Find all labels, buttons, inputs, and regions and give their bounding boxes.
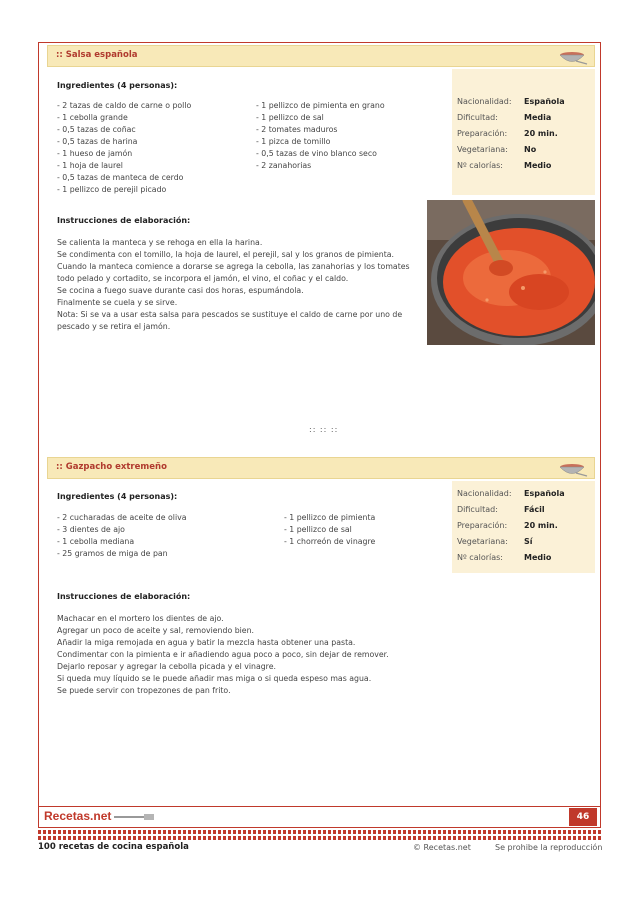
info-label: Dificultad: — [457, 113, 498, 122]
ingredient-item: - 0,5 tazas de vino blanco seco — [256, 149, 377, 158]
info-value: Medio — [524, 161, 552, 170]
instruction-line: Nota: Si se va a usar esta salsa para pescados se sustituye el caldo de carne por uno de — [57, 310, 403, 319]
info-label: Preparación: — [457, 521, 508, 530]
ingredient-item: - 0,5 tazas de manteca de cerdo — [57, 173, 184, 182]
ingredient-item: - 1 hueso de jamón — [57, 149, 133, 158]
instruction-line: pescado y se retira el jamón. — [57, 322, 171, 331]
ingredient-item: - 25 gramos de miga de pan — [57, 549, 168, 558]
fork-knife-icon — [114, 812, 154, 822]
ingredient-item: - 2 zanahorias — [256, 161, 312, 170]
instruction-line: Cuando la manteca comience a dorarse se agrega la cebolla, las zanahorias y los tomates — [57, 262, 410, 271]
footer-copyright: © Recetas.net — [413, 843, 471, 852]
instruction-line: todo pelado y cortadito, se incorpora el jamón, el vino, el coñac y el caldo. — [57, 274, 349, 283]
info-value: No — [524, 145, 537, 154]
recipe-photo-salsa — [427, 200, 595, 345]
instructions-heading: Instrucciones de elaboración: — [57, 216, 191, 225]
info-value: Medio — [524, 553, 552, 562]
info-label: Dificultad: — [457, 505, 498, 514]
bowl-spoon-icon — [558, 460, 588, 478]
recipe-title: :: Salsa española — [56, 50, 138, 60]
info-value: Española — [524, 97, 565, 106]
ingredient-item: - 1 pellizco de pimienta — [284, 513, 376, 522]
instruction-line: Añadir la miga remojada en agua y batir la mezcla hasta obtener una pasta. — [57, 638, 356, 647]
ingredients-heading: Ingredientes (4 personas): — [57, 81, 178, 90]
ingredient-item: - 1 pellizco de pimienta en grano — [256, 101, 385, 110]
info-value: Fácil — [524, 505, 545, 514]
ingredient-item: - 2 cucharadas de aceite de oliva — [57, 513, 187, 522]
instruction-line: Se condimenta con el tomillo, la hoja de laurel, el perejil, sal y los granos de pimienta. — [57, 250, 395, 259]
instruction-line: Dejarlo reposar y agregar la cebolla picada y el vinagre. — [57, 662, 276, 671]
instruction-line: Se cocina a fuego suave durante casi dos horas, espumándola. — [57, 286, 304, 295]
info-value: 20 min. — [524, 521, 558, 530]
instruction-line: Si queda muy líquido se le puede añadir mas miga o si queda espeso mas agua. — [57, 674, 372, 683]
ingredient-item: - 1 chorreón de vinagre — [284, 537, 376, 546]
info-value: Española — [524, 489, 565, 498]
info-label: Vegetariana: — [457, 537, 508, 546]
ingredient-item: - 1 hoja de laurel — [57, 161, 123, 170]
ingredient-item: - 1 pellizco de perejil picado — [57, 185, 167, 194]
instructions-heading: Instrucciones de elaboración: — [57, 592, 191, 601]
recetas-net-logo[interactable] — [44, 808, 154, 826]
ingredient-item: - 1 cebolla mediana — [57, 537, 135, 546]
recipe-header-salsa — [47, 45, 595, 67]
recipe-info-box — [452, 481, 595, 573]
instruction-line: Se calienta la manteca y se rehoga en ella la harina. — [57, 238, 263, 247]
recipe-title: :: Gazpacho extremeño — [56, 462, 167, 472]
footer-chain-decoration — [38, 830, 601, 834]
info-label: Nacionalidad: — [457, 489, 512, 498]
footer-rights: Se prohibe la reproducción — [495, 843, 603, 852]
info-label: Nº calorías: — [457, 553, 503, 562]
instruction-line: Condimentar con la pimienta e ir añadiendo agua poco a poco, sin dejar de remover. — [57, 650, 389, 659]
instruction-line: Machacar en el mortero los dientes de ajo. — [57, 614, 224, 623]
footer-chain-decoration — [38, 836, 601, 840]
ingredient-item: - 2 tazas de caldo de carne o pollo — [57, 101, 192, 110]
info-value: Media — [524, 113, 552, 122]
logo-text: Recetas.net — [44, 809, 112, 823]
book-title: 100 recetas de cocina española — [38, 842, 189, 852]
info-value: Sí — [524, 537, 533, 546]
bowl-spoon-icon — [558, 48, 588, 66]
info-label: Nacionalidad: — [457, 97, 512, 106]
ingredient-item: - 3 dientes de ajo — [57, 525, 125, 534]
info-label: Preparación: — [457, 129, 508, 138]
recipe-info-box — [452, 69, 595, 195]
instruction-line: Agregar un poco de aceite y sal, removiendo bien. — [57, 626, 255, 635]
recipe-separator: :: :: :: — [309, 425, 339, 434]
ingredients-heading: Ingredientes (4 personas): — [57, 492, 178, 501]
info-label: Vegetariana: — [457, 145, 508, 154]
page-number: 46 — [569, 808, 597, 826]
ingredient-item: - 1 pizca de tomillo — [256, 137, 331, 146]
info-value: 20 min. — [524, 129, 558, 138]
ingredient-item: - 0,5 tazas de harina — [57, 137, 138, 146]
recipe-header-gazpacho — [47, 457, 595, 479]
ingredient-item: - 1 pellizco de sal — [284, 525, 352, 534]
ingredient-item: - 1 pellizco de sal — [256, 113, 324, 122]
instruction-line: Se puede servir con tropezones de pan frito. — [57, 686, 231, 695]
info-label: Nº calorías: — [457, 161, 503, 170]
ingredient-item: - 0,5 tazas de coñac — [57, 125, 136, 134]
instruction-line: Finalmente se cuela y se sirve. — [57, 298, 178, 307]
ingredient-item: - 2 tomates maduros — [256, 125, 338, 134]
ingredient-item: - 1 cebolla grande — [57, 113, 128, 122]
